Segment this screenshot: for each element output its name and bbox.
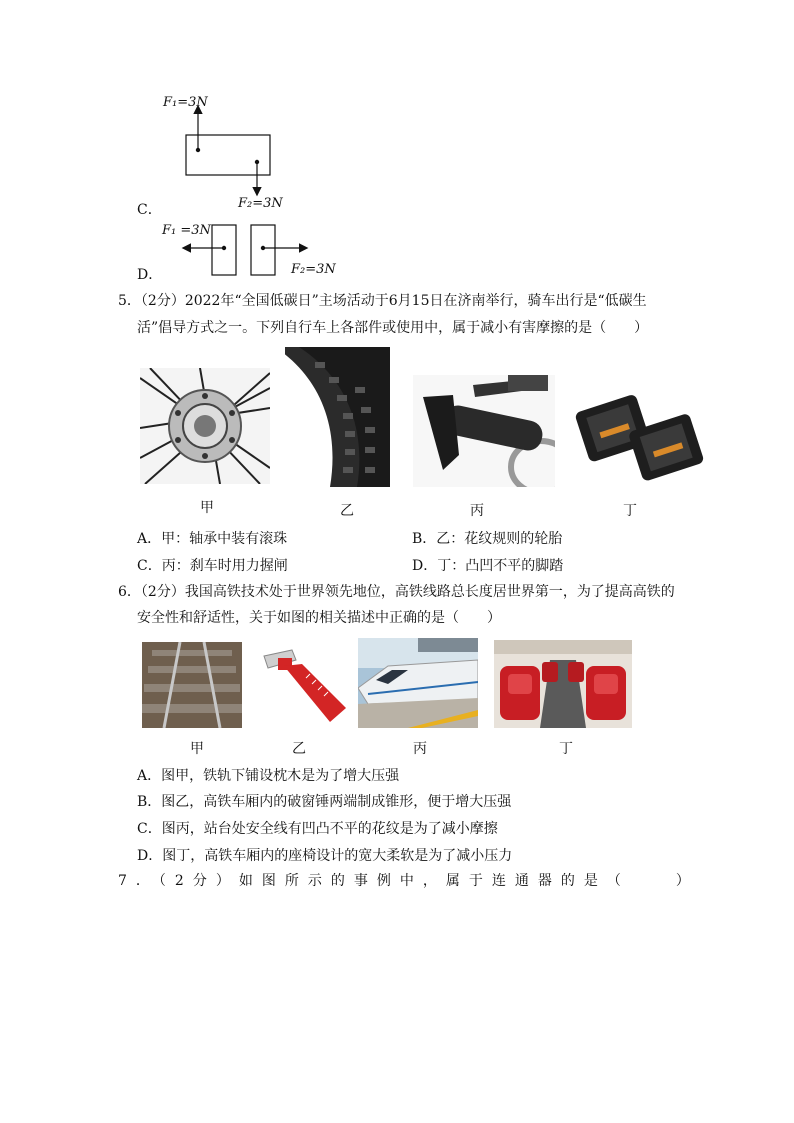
q6-caption-ding: 丁: [559, 741, 573, 757]
bike-hub-bearing-image: [140, 368, 270, 484]
q6-option-c[interactable]: C．图丙，站台处安全线有凹凸不平的花纹是为了减小摩擦: [137, 821, 498, 837]
q5-option-b[interactable]: B．乙：花纹规则的轮胎: [412, 531, 563, 547]
q5-stem-line1: 5．（2分）2022年“全国低碳日”主场活动于6月15日在济南举行，骑车出行是“低碳生: [118, 293, 647, 309]
q6-option-b[interactable]: B．图乙，高铁车厢内的破窗锤两端制成锥形，便于增大压强: [137, 794, 512, 810]
bike-pedals-image: [574, 392, 704, 487]
q4-d-f2-label: F₂=3N: [291, 262, 336, 277]
bike-tire-image: [285, 347, 390, 487]
q6-caption-jia: 甲: [190, 741, 204, 757]
q6-stem-line1: 6．（2分）我国高铁技术处于世界领先地位，高铁线路总长度居世界第一，为了提高高铁的: [118, 584, 675, 600]
q4-option-c-letter[interactable]: C．: [137, 202, 162, 218]
high-speed-train-image: [358, 638, 478, 728]
q5-option-d[interactable]: D．丁：凸凹不平的脚踏: [412, 558, 564, 574]
q4-c-f1-label: F₁=3N: [163, 95, 208, 110]
q6-stem-line2: 安全性和舒适性，关于如图的相关描述中正确的是（ ）: [137, 610, 501, 626]
brake-lever-image: [413, 375, 555, 487]
q6-caption-yi: 乙: [292, 741, 306, 757]
emergency-hammer-image: [258, 646, 348, 728]
q6-option-a[interactable]: A．图甲，铁轨下铺设枕木是为了增大压强: [137, 768, 400, 784]
q5-caption-jia: 甲: [200, 500, 214, 516]
q7-stem: 7．（2分）如图所示的事例中，属于连通器的是（ ）: [118, 873, 699, 889]
q5-caption-yi: 乙: [340, 503, 354, 519]
q5-option-a[interactable]: A．甲：轴承中装有滚珠: [137, 531, 288, 547]
q5-caption-ding: 丁: [623, 503, 637, 519]
train-seats-image: [494, 640, 632, 728]
q5-stem-line2: 活”倡导方式之一。下列自行车上各部件或使用中，属于减小有害摩擦的是（ ）: [137, 320, 649, 336]
q6-option-d[interactable]: D．图丁，高铁车厢内的座椅设计的宽大柔软是为了减小压力: [137, 848, 513, 864]
q5-option-c[interactable]: C．丙：刹车时用力握闸: [137, 558, 288, 574]
q6-caption-bing: 丙: [413, 741, 427, 757]
q4-d-f1-label: F₁ =3N: [162, 223, 211, 238]
railway-sleepers-image: [142, 642, 242, 728]
q4-c-f2-label: F₂=3N: [238, 196, 283, 211]
q4-option-d-letter[interactable]: D．: [137, 267, 163, 283]
q5-caption-bing: 丙: [470, 503, 484, 519]
